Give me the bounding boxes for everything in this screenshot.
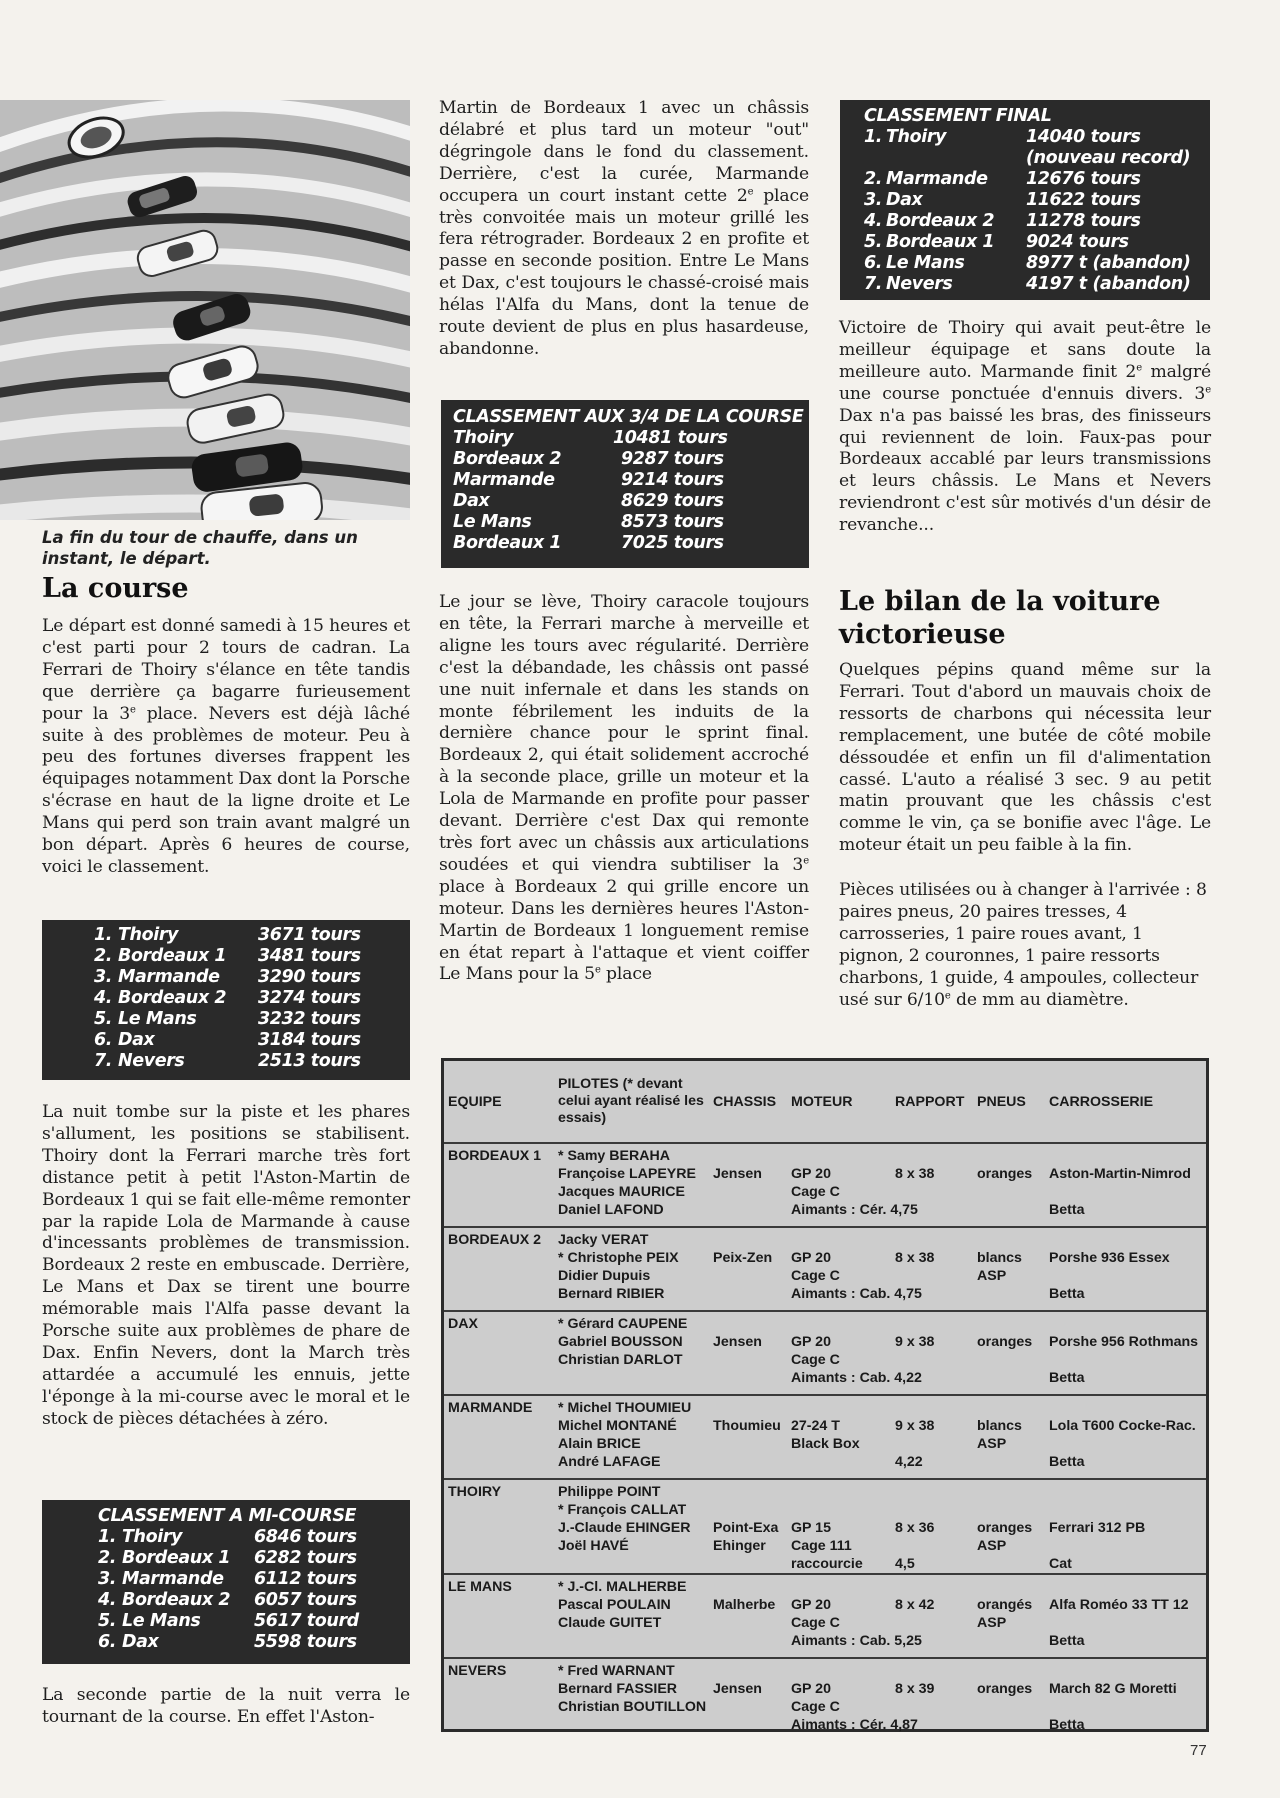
pneus-cell — [973, 1479, 1045, 1574]
rapport-line — [895, 1315, 973, 1333]
pneus-line: oranges — [977, 1334, 1033, 1350]
pneus-cell — [973, 1227, 1045, 1311]
moteur-line — [791, 1315, 891, 1333]
standings-row: Le Mans 8573 tours — [453, 512, 724, 532]
moteur-line — [791, 1501, 891, 1519]
moteur-line: Cage C — [791, 1184, 840, 1200]
rapport-line: 9 x 38 — [895, 1418, 935, 1434]
rapport-line — [895, 1662, 973, 1680]
table-header-row — [444, 1061, 1206, 1143]
standings-row: 6. Dax 5598 tours — [98, 1632, 357, 1652]
carrosserie-line: Alfa Roméo 33 TT 12 — [1049, 1597, 1189, 1613]
pilots-line: * Gérard CAUPENE — [558, 1316, 688, 1332]
standings-row: 4. Bordeaux 2 11278 tours — [864, 211, 1141, 231]
moteur-line — [791, 1483, 891, 1501]
pneus-line — [977, 1483, 1045, 1501]
standings-34-title: CLASSEMENT AUX 3/4 DE LA COURSE — [453, 407, 804, 427]
photo-caption: La fin du tour de chauffe, dans un instant, le départ. — [42, 528, 358, 568]
paragraph-jour: Le jour se lève, Thoiry caracole toujours en tête, la Ferrari marche à merveille et aligne les tours avec régularité. Derrière c'est la débandade, les châssis ont passé une nuit infernale et dans les stands on monte fébrilement les induits de la dernière chance pour le sprint final. Bordeaux 2, qui était solidement accroché à la seconde place, grille un moteur et la Lola de Marmande en profite pour passer devant. Derrière c'est Dax qui remonte très fort avec un châssis aux articulations soudées et qui viendra subtiliser la 3e place à Bordeaux 2 qui grille encore un moteur. Dans les dernières heures l'Aston-Martin de Bordeaux 1 longuement remise en état repart à l'attaque et vient coiffer Le Mans pour la 5e place — [439, 592, 809, 985]
carrosserie-line — [1049, 1399, 1206, 1417]
pilots-line: * François CALLAT — [558, 1502, 687, 1518]
pilots-cell — [554, 1658, 709, 1742]
standings-row: 1. Thoiry 14040 tours — [864, 127, 1141, 147]
header-carrosserie: CARROSSERIE — [1049, 1093, 1154, 1110]
standings-row: 2. Bordeaux 1 3481 tours — [94, 946, 361, 966]
carrosserie-cell — [1045, 1395, 1206, 1479]
header-equipe: EQUIPE — [448, 1093, 502, 1110]
moteur-line: Aimants : Cér. 4,87 — [791, 1717, 918, 1733]
carrosserie-cell — [1045, 1311, 1206, 1395]
standings-row: 7. Nevers 2513 tours — [94, 1051, 361, 1071]
heading-la-course: La course — [42, 573, 189, 604]
standings-row: 2. Marmande 12676 tours — [864, 169, 1141, 189]
chassis-line — [713, 1399, 787, 1417]
chassis-line: Point-Exa — [713, 1520, 779, 1536]
table-row — [444, 1311, 1206, 1395]
chassis-cell — [709, 1574, 787, 1658]
moteur-line — [791, 1147, 891, 1165]
carrosserie-line — [1049, 1501, 1206, 1519]
pneus-line: ASP — [977, 1615, 1007, 1631]
pneus-line — [977, 1662, 1045, 1680]
pneus-cell — [973, 1311, 1045, 1395]
team-cell: LE MANS — [448, 1579, 512, 1595]
carrosserie-line — [1049, 1183, 1206, 1201]
chassis-line: Peix-Zen — [713, 1250, 773, 1266]
pilots-line: Philippe POINT — [558, 1484, 661, 1500]
table-row — [444, 1143, 1206, 1227]
moteur-line: GP 15 — [791, 1520, 831, 1536]
carrosserie-line: Porshe 956 Rothmans — [1049, 1334, 1199, 1350]
chassis-line — [713, 1231, 787, 1249]
rapport-cell — [891, 1395, 973, 1479]
standings-mid-box — [42, 1500, 410, 1664]
pilots-line: * Samy BERAHA — [558, 1148, 670, 1164]
standings-row: Marmande 9214 tours — [453, 470, 724, 490]
chassis-line: Jensen — [713, 1681, 762, 1697]
standings-row: (nouveau record) — [1026, 148, 1191, 168]
rapport-line — [895, 1501, 973, 1519]
moteur-line: GP 20 — [791, 1250, 831, 1266]
table-row — [444, 1227, 1206, 1311]
moteur-line: Cage 111 — [791, 1538, 852, 1554]
chassis-cell — [709, 1143, 787, 1227]
table-row — [444, 1574, 1206, 1658]
standings-row: Bordeaux 1 7025 tours — [453, 533, 724, 553]
pneus-line — [977, 1578, 1045, 1596]
pilots-line: J.-Claude EHINGER — [558, 1520, 691, 1536]
pilots-line: Christian BOUTILLON — [558, 1699, 707, 1715]
pilots-cell — [554, 1227, 709, 1311]
moteur-line: Cage C — [791, 1268, 840, 1284]
rapport-line: 4,22 — [895, 1454, 923, 1470]
carrosserie-line — [1049, 1315, 1206, 1333]
paragraph-nuit: La nuit tombe sur la piste et les phares s'allument, les positions se stabilisent. Thoiry dont la Ferrari marche très fort distance petit à petit l'Aston-Martin de Bordeaux 1 qui se fait elle-même remonter par la rapide Lola de Marmande à cause d'incessants problèmes de transmission. Bordeaux 2 reste en embuscade. Derrière, Le Mans et Dax se tirent une bourre mémorable mais l'Alfa passe devant la Porsche suite aux problèmes de phare de Dax. Enfin Nevers, dont la March très attardée a accumulé les ennuis, jette l'éponge à la mi-course avec le moral et le stock de pièces détachées à zéro. — [42, 1102, 410, 1429]
carrosserie-line: Betta — [1049, 1286, 1085, 1302]
team-cell: NEVERS — [448, 1663, 507, 1679]
pneus-line: oranges — [977, 1166, 1033, 1182]
pilots-line: * J.-Cl. MALHERBE — [558, 1579, 687, 1595]
pilots-cell — [554, 1395, 709, 1479]
pneus-cell — [973, 1658, 1045, 1742]
standings-row: Bordeaux 2 9287 tours — [453, 449, 724, 469]
carrosserie-line — [1049, 1614, 1206, 1632]
standings-row: 3. Dax 11622 tours — [864, 190, 1141, 210]
rapport-line: 8 x 38 — [895, 1166, 935, 1182]
table-row — [444, 1479, 1206, 1574]
pilots-line: Christian DARLOT — [558, 1352, 683, 1368]
rapport-line — [895, 1399, 973, 1417]
slot-cars-illustration — [0, 100, 410, 520]
rapport-line: 8 x 38 — [895, 1250, 935, 1266]
carrosserie-line: Betta — [1049, 1717, 1085, 1733]
rapport-line: 8 x 36 — [895, 1520, 935, 1536]
standings-row: 5. Le Mans 3232 tours — [94, 1009, 361, 1029]
pneus-cell — [973, 1395, 1045, 1479]
pilots-line: Gabriel BOUSSON — [558, 1334, 683, 1350]
moteur-line: GP 20 — [791, 1334, 831, 1350]
pneus-line — [977, 1315, 1045, 1333]
standings-row: 5. Bordeaux 1 9024 tours — [864, 232, 1129, 252]
carrosserie-line: Betta — [1049, 1370, 1085, 1386]
moteur-line: Cage C — [791, 1352, 840, 1368]
standings-row: 6. Dax 3184 tours — [94, 1030, 361, 1050]
moteur-line: Cage C — [791, 1615, 840, 1631]
standings-row: Thoiry 10481 tours — [453, 428, 728, 448]
standings-row: 7. Nevers 4197 t (abandon) — [864, 274, 1191, 294]
page-number: 77 — [1190, 1742, 1207, 1759]
carrosserie-line — [1049, 1662, 1206, 1680]
carrosserie-cell — [1045, 1479, 1206, 1574]
standings-row: 4. Bordeaux 2 6057 tours — [98, 1590, 357, 1610]
rapport-line: 8 x 42 — [895, 1597, 935, 1613]
carrosserie-line — [1049, 1483, 1206, 1501]
paragraph-pepins: Quelques pépins quand même sur la Ferrari. Tout d'abord un mauvais choix de ressorts de charbons qui nécessita leur remplacement, une butée de côté mobile déssoudée et enfin un fil d'alimentation cassé. L'auto a réalisé 3 sec. 9 au petit matin prouvant que les châssis c'est comme le vin, ça se bonifie avec l'âge. Le moteur était un peu faible à la fin. — [839, 660, 1211, 856]
carrosserie-line — [1049, 1147, 1206, 1165]
team-cell: THOIRY — [448, 1484, 502, 1500]
team-cell: DAX — [448, 1316, 478, 1332]
carrosserie-cell — [1045, 1227, 1206, 1311]
chassis-line: Thoumieu — [713, 1418, 781, 1434]
rapport-line — [895, 1483, 973, 1501]
rapport-line — [895, 1147, 973, 1165]
carrosserie-line: Betta — [1049, 1454, 1085, 1470]
pneus-line: blancs — [977, 1418, 1022, 1434]
carrosserie-cell — [1045, 1143, 1206, 1227]
chassis-line — [713, 1578, 787, 1596]
pilots-line: Jacky VERAT — [558, 1232, 649, 1248]
moteur-line: GP 20 — [791, 1166, 831, 1182]
pilots-line: * Christophe PEIX — [558, 1250, 679, 1266]
pilots-cell — [554, 1143, 709, 1227]
table-row — [444, 1395, 1206, 1479]
pilots-cell — [554, 1479, 709, 1574]
moteur-line: GP 20 — [791, 1681, 831, 1697]
moteur-line: GP 20 — [791, 1597, 831, 1613]
pilots-line: Claude GUITET — [558, 1615, 662, 1631]
chassis-cell — [709, 1479, 787, 1574]
carrosserie-line: Lola T600 Cocke-Rac. — [1049, 1418, 1196, 1434]
pilots-cell — [554, 1574, 709, 1658]
moteur-line: raccourcie — [791, 1556, 863, 1572]
standings-row: Dax 8629 tours — [453, 491, 724, 511]
standings-final-title: CLASSEMENT FINAL — [864, 106, 1052, 126]
table-row — [444, 1658, 1206, 1742]
moteur-line — [791, 1231, 891, 1249]
pilots-line: Françoise LAPEYRE — [558, 1166, 696, 1182]
moteur-line: Aimants : Cab. 4,75 — [791, 1286, 922, 1302]
standings-final-box — [840, 100, 1210, 300]
pneus-line: oranges — [977, 1520, 1033, 1536]
carrosserie-line — [1049, 1435, 1206, 1453]
standings-row: 3. Marmande 3290 tours — [94, 967, 361, 987]
pilots-line: Joël HAVÉ — [558, 1538, 629, 1554]
pneus-line: blancs — [977, 1250, 1022, 1266]
carrosserie-cell — [1045, 1574, 1206, 1658]
rapport-line — [895, 1435, 973, 1453]
chassis-cell — [709, 1227, 787, 1311]
pneus-line: oranges — [977, 1681, 1033, 1697]
pilots-line: Michel MONTANÉ — [558, 1418, 677, 1434]
rapport-line — [895, 1231, 973, 1249]
standings-row: 2. Bordeaux 1 6282 tours — [98, 1548, 357, 1568]
moteur-line — [791, 1662, 891, 1680]
pilots-line: * Michel THOUMIEU — [558, 1400, 692, 1416]
carrosserie-line — [1049, 1578, 1206, 1596]
moteur-line — [791, 1399, 891, 1417]
header-moteur: MOTEUR — [791, 1093, 853, 1110]
moteur-line: Aimants : Cér. 4,75 — [791, 1202, 918, 1218]
pneus-line: ASP — [977, 1538, 1007, 1554]
pneus-cell — [973, 1143, 1045, 1227]
pneus-line — [977, 1231, 1045, 1249]
carrosserie-line — [1049, 1537, 1206, 1555]
paragraph-depart: Le départ est donné samedi à 15 heures et c'est parti pour 2 tours de cadran. La Ferrari de Thoiry s'élance en tête tandis que derrière ça bagarre furieusement pour la 3e place. Nevers est déjà lâché suite à des problèmes de moteur. Peu à peu des fortunes diverses frappent les équipages notamment Dax dont la Porsche s'écrase en haut de la ligne droite et Le Mans qui perd son train avant malgré un bon départ. Après 6 heures de course, voici le classement. — [42, 616, 410, 877]
chassis-line — [713, 1483, 787, 1501]
carrosserie-line — [1049, 1351, 1206, 1369]
chassis-line — [713, 1501, 787, 1519]
rapport-line — [895, 1537, 973, 1555]
moteur-line — [791, 1578, 891, 1596]
moteur-line: Black Box — [791, 1436, 860, 1452]
moteur-line: Aimants : Cab. 5,25 — [791, 1633, 922, 1649]
standings-row: 3. Marmande 6112 tours — [98, 1569, 357, 1589]
rapport-line: 9 x 38 — [895, 1334, 935, 1350]
chassis-cell — [709, 1395, 787, 1479]
team-cell: BORDEAUX 1 — [448, 1148, 542, 1164]
equipment-table — [441, 1058, 1209, 1732]
carrosserie-cell — [1045, 1658, 1206, 1742]
rapport-line — [895, 1578, 973, 1596]
standings-mid-title: CLASSEMENT A MI-COURSE — [98, 1506, 357, 1526]
carrosserie-line: Betta — [1049, 1202, 1085, 1218]
standings-row: 4. Bordeaux 2 3274 tours — [94, 988, 361, 1008]
carrosserie-line — [1049, 1267, 1206, 1285]
rapport-line: 4,5 — [895, 1556, 915, 1572]
moteur-line: Cage C — [791, 1699, 840, 1715]
standings-34-box — [441, 400, 809, 568]
pilots-cell — [554, 1311, 709, 1395]
pilots-line: Alain BRICE — [558, 1436, 641, 1452]
pilots-line: Didier Dupuis — [558, 1268, 651, 1284]
standings-row: 1. Thoiry 3671 tours — [94, 925, 361, 945]
chassis-cell — [709, 1658, 787, 1742]
pneus-line — [977, 1399, 1045, 1417]
chassis-cell — [709, 1311, 787, 1395]
carrosserie-line — [1049, 1231, 1206, 1249]
chassis-line: Jensen — [713, 1334, 762, 1350]
standings-row: 5. Le Mans 5617 tourd — [98, 1611, 359, 1631]
heading-bilan: Le bilan de la voiture victorieuse — [839, 586, 1161, 650]
paragraph-victoire: Victoire de Thoiry qui avait peut-être le meilleur équipage et sans doute la meilleure auto. Marmande finit 2e malgré une course ponctuée d'ennuis divers. 3e Dax n'a pas baissé les bras, des finisseurs qui reviennent de loin. Faux-pas pour Bordeaux accablé par leurs transmissions et leurs châssis. Le Mans et Nevers reviendront c'est sûr motivés d'un désir de revanche... — [839, 318, 1211, 536]
pilots-line: * Fred WARNANT — [558, 1663, 675, 1679]
carrosserie-line: Cat — [1049, 1556, 1072, 1572]
pilots-line: Pascal POULAIN — [558, 1597, 671, 1613]
header-rapport: RAPPORT — [895, 1093, 965, 1110]
header-chassis: CHASSIS — [713, 1093, 777, 1110]
moteur-cell — [787, 1395, 891, 1479]
paragraph-pieces: Pièces utilisées ou à changer à l'arrivée : 8 paires pneus, 20 paires tresses, 4 carrosseries, 1 paire roues avant, 1 pignon, 2 couronnes, 1 paire ressorts charbons, 1 guide, 4 ampoules, collecteur usé sur 6/10e de mm au diamètre. — [839, 880, 1207, 1010]
team-cell: BORDEAUX 2 — [448, 1232, 542, 1248]
header-pilotes: PILOTES (* devant celui ayant réalisé les essais) — [558, 1076, 704, 1126]
pneus-line: ASP — [977, 1436, 1007, 1452]
pilots-line: Bernard FASSIER — [558, 1681, 678, 1697]
pilots-line: André LAFAGE — [558, 1454, 661, 1470]
team-cell: MARMANDE — [448, 1400, 533, 1416]
paragraph-seconde-partie: La seconde partie de la nuit verra le tournant de la course. En effet l'Aston- — [42, 1685, 410, 1727]
pneus-line — [977, 1501, 1045, 1519]
chassis-line: Malherbe — [713, 1597, 776, 1613]
pneus-line — [977, 1147, 1045, 1165]
carrosserie-line: Porshe 936 Essex — [1049, 1250, 1170, 1266]
carrosserie-line — [1049, 1698, 1206, 1716]
carrosserie-line: Betta — [1049, 1633, 1085, 1649]
standings-row: 6. Le Mans 8977 t (abandon) — [864, 253, 1191, 273]
pilots-line: Jacques MAURICE — [558, 1184, 685, 1200]
carrosserie-line: March 82 G Moretti — [1049, 1681, 1177, 1697]
moteur-cell — [787, 1479, 891, 1574]
standings-6h-box — [42, 920, 410, 1080]
pilots-line: Daniel LAFOND — [558, 1202, 664, 1218]
moteur-line: 27-24 T — [791, 1418, 840, 1434]
paragraph-curee: Martin de Bordeaux 1 avec un châssis délabré et plus tard un moteur "out" dégringole dans le fond du classement. Derrière, c'est la curée, Marmande occupera un court instant cette 2e place très convoitée mais un moteur grillé les fera rétrograder. Bordeaux 2 en profite et passe en seconde position. Entre Le Mans et Dax, c'est toujours le chassé-croisé mais hélas l'Alfa du Mans, dont la tenue de route devient de plus en plus hasardeuse, abandonne. — [439, 98, 809, 359]
pneus-line: ASP — [977, 1268, 1007, 1284]
chassis-line: Ehinger — [713, 1538, 766, 1554]
chassis-line — [713, 1147, 787, 1165]
pilots-line: Bernard RIBIER — [558, 1286, 665, 1302]
pneus-line: orangés — [977, 1597, 1033, 1613]
moteur-line: Aimants : Cab. 4,22 — [791, 1370, 922, 1386]
chassis-line — [713, 1315, 787, 1333]
rapport-cell — [891, 1479, 973, 1574]
carrosserie-line: Ferrari 312 PB — [1049, 1520, 1146, 1536]
chassis-line — [713, 1662, 787, 1680]
standings-row: 1. Thoiry 6846 tours — [98, 1527, 357, 1547]
carrosserie-line: Aston-Martin-Nimrod — [1049, 1166, 1191, 1182]
pneus-cell — [973, 1574, 1045, 1658]
race-photo — [0, 100, 410, 520]
chassis-line: Jensen — [713, 1166, 762, 1182]
header-pneus: PNEUS — [977, 1093, 1026, 1110]
rapport-line: 8 x 39 — [895, 1681, 935, 1697]
